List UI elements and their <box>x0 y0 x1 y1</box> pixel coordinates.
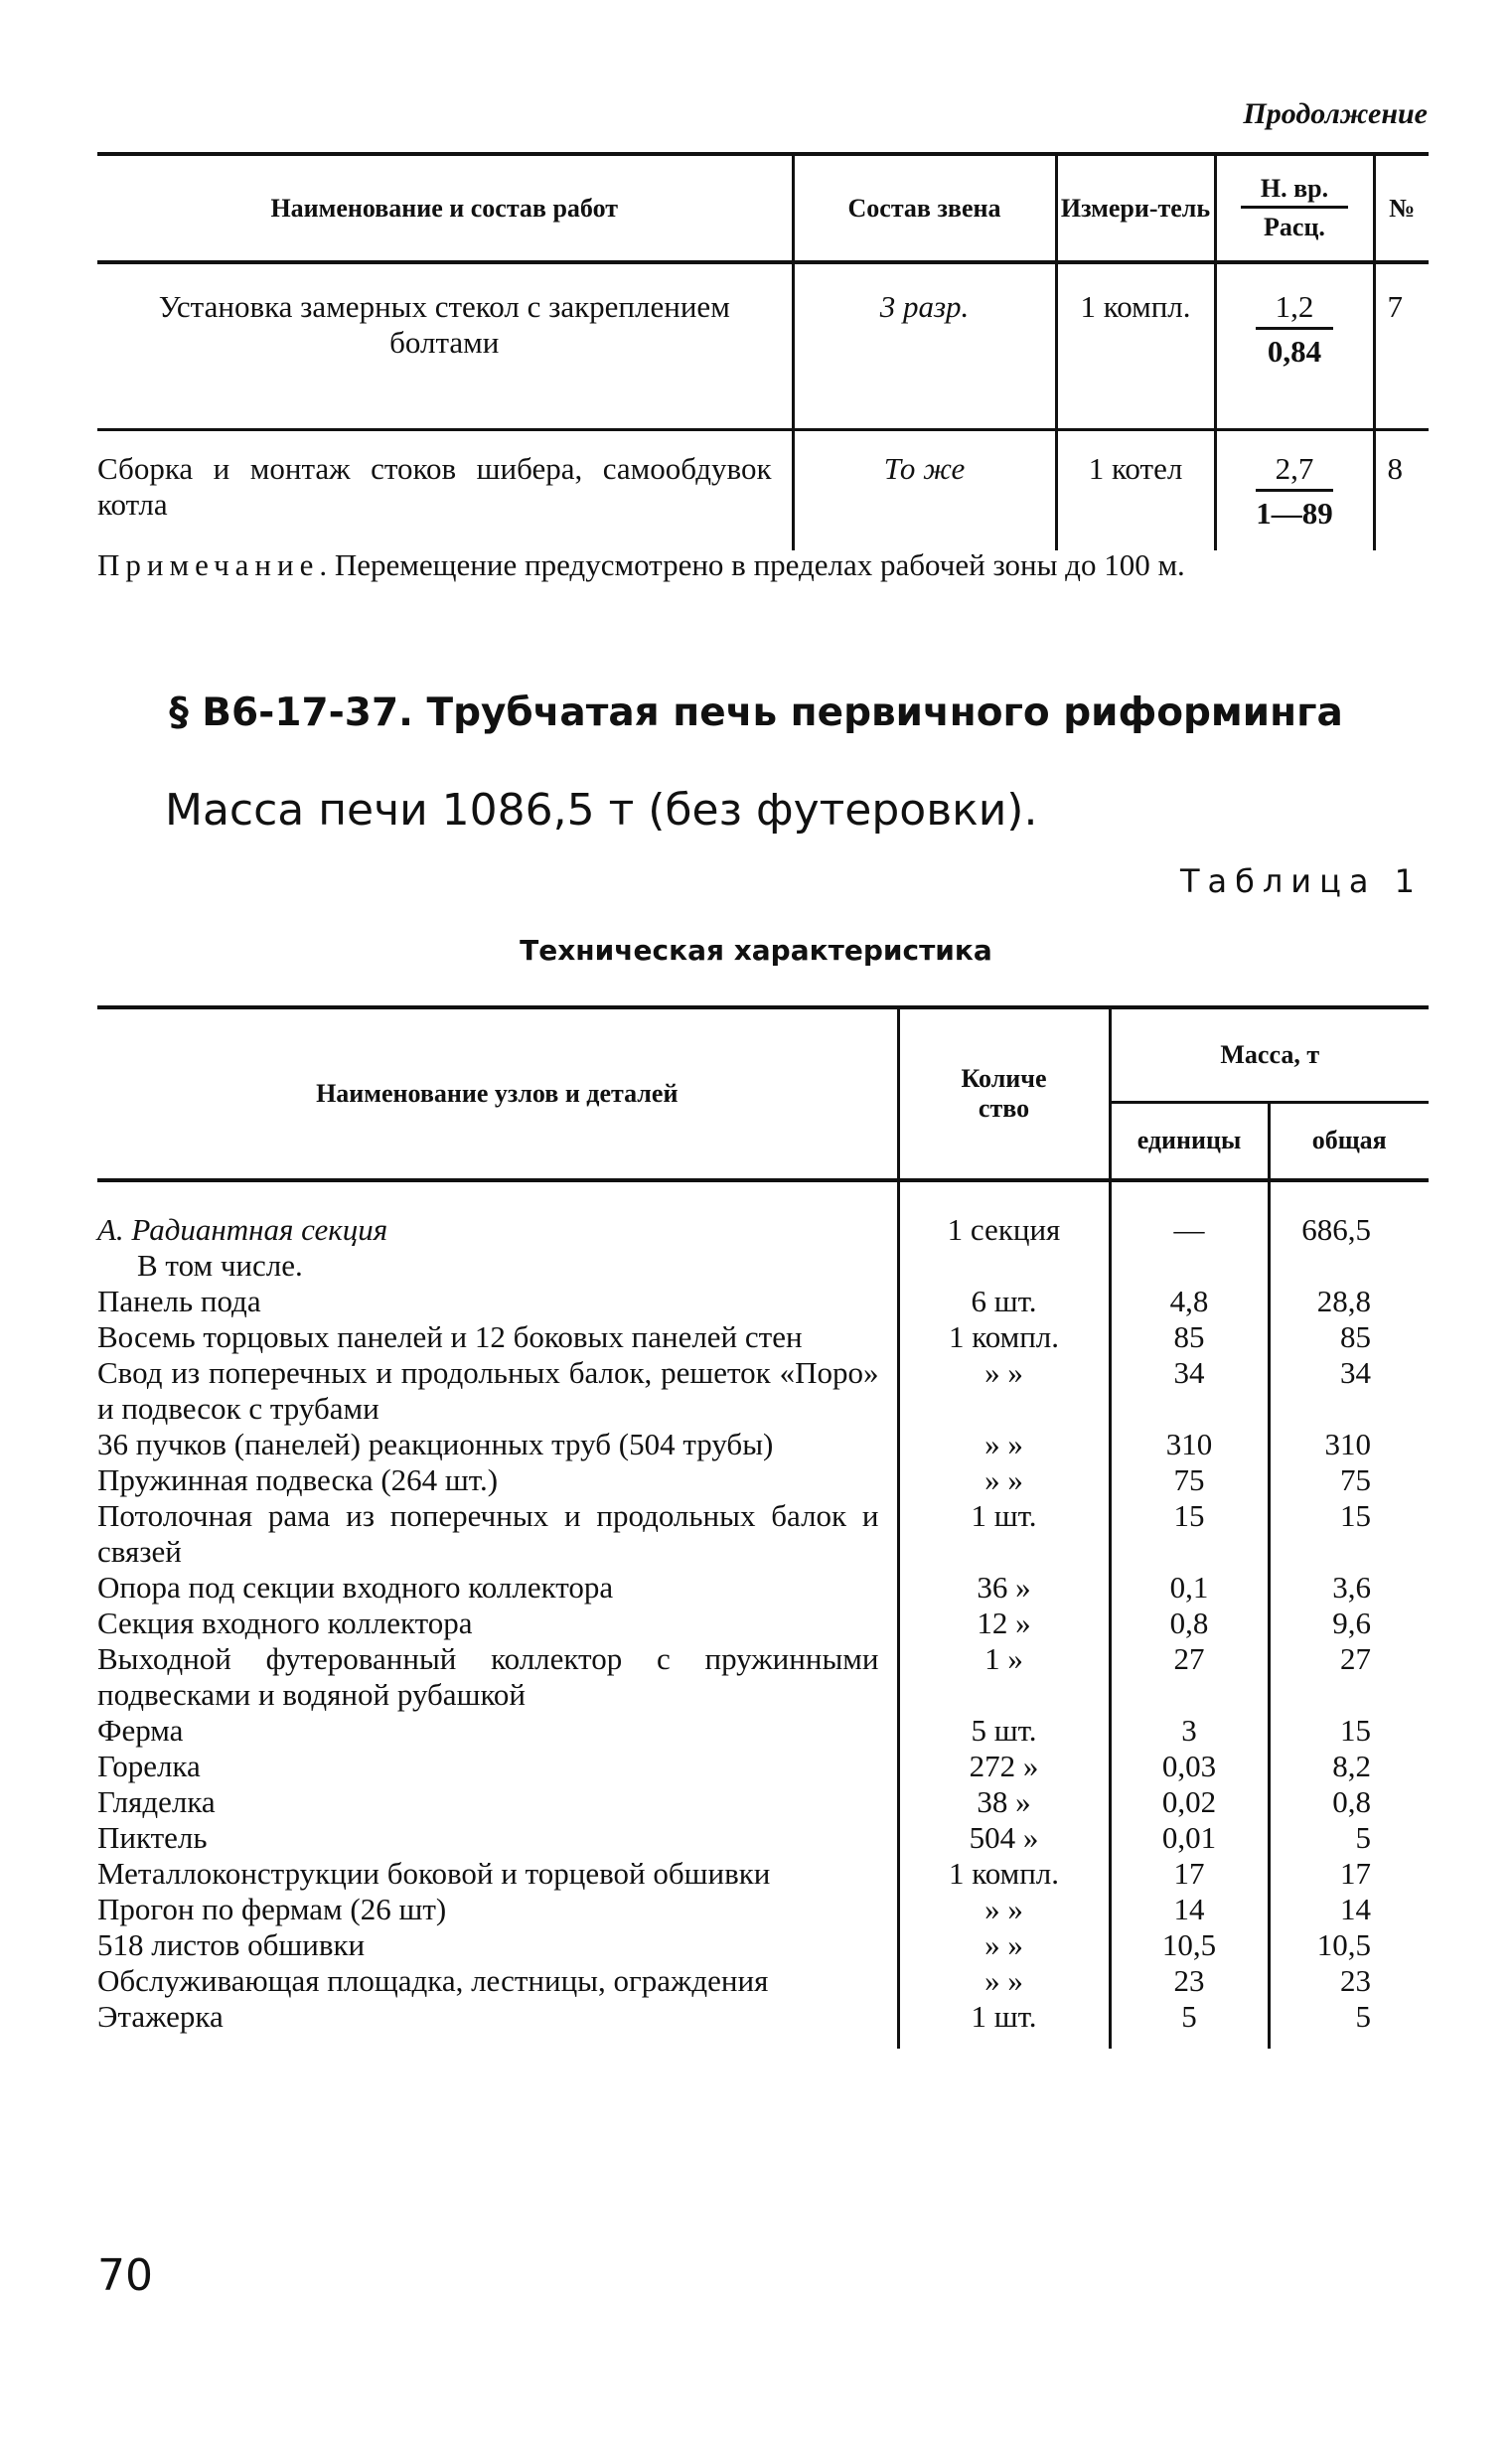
part-name: Пиктель <box>97 1820 208 1855</box>
quantity: » » <box>898 1427 1110 1462</box>
unit-mass: 0,8 <box>1110 1606 1269 1641</box>
unit-mass: 310 <box>1110 1427 1269 1462</box>
header-mass: Масса, т <box>1110 1007 1429 1102</box>
row-number: 7 <box>1374 262 1429 430</box>
part-name: Горелка <box>97 1749 201 1783</box>
unit-mass: 27 <box>1110 1641 1269 1713</box>
unit-mass: 23 <box>1110 1963 1269 1999</box>
header-norm-time: Н. вр. <box>1241 174 1348 209</box>
quantity: 5 шт. <box>898 1713 1110 1749</box>
total-mass: 75 <box>1269 1462 1429 1498</box>
table-row <box>97 1248 1429 1284</box>
total-mass: 27 <box>1269 1641 1429 1713</box>
part-name: Обслуживающая площадка, лестницы, ограждения <box>97 1963 769 1998</box>
table-row <box>97 1784 1429 1820</box>
unit-mass: 15 <box>1110 1498 1269 1570</box>
row-number: 8 <box>1374 431 1429 550</box>
table-row <box>97 1749 1429 1784</box>
table-row <box>97 1284 1429 1319</box>
unit-mass <box>1110 1248 1269 1284</box>
quantity: 272 » <box>898 1749 1110 1784</box>
unit-mass: 75 <box>1110 1462 1269 1498</box>
total-mass: 5 <box>1269 1820 1429 1856</box>
quantity: 504 » <box>898 1820 1110 1856</box>
norm-rate: 1—89 <box>1256 496 1333 531</box>
total-mass: 10,5 <box>1269 1927 1429 1963</box>
table-row <box>97 1606 1429 1641</box>
header-norm <box>1215 154 1374 262</box>
quantity: 36 » <box>898 1570 1110 1606</box>
part-name: А. Радиантная секция <box>97 1212 388 1247</box>
part-name: Этажерка <box>97 1999 224 2034</box>
unit: 1 компл. <box>1056 262 1215 430</box>
continuation-label: Продолжение <box>1243 97 1428 130</box>
part-name: Металлоконструкции боковой и торцевой обшивки <box>97 1856 771 1891</box>
table-row <box>97 431 1429 550</box>
table-header-row <box>97 1007 1429 1102</box>
unit: 1 котел <box>1056 431 1215 550</box>
header-work-name: Наименование и состав работ <box>97 154 793 262</box>
total-mass: 28,8 <box>1269 1284 1429 1319</box>
page-number: 70 <box>97 2250 153 2301</box>
total-mass: 17 <box>1269 1856 1429 1892</box>
table-row <box>97 1498 1429 1570</box>
norm-rate: 0,84 <box>1267 334 1322 369</box>
part-name: 518 листов обшивки <box>97 1927 366 1962</box>
quantity: » » <box>898 1963 1110 1999</box>
header-norm-rate: Расц. <box>1264 213 1325 241</box>
quantity: 6 шт. <box>898 1284 1110 1319</box>
part-name: 36 пучков (панелей) реакционных труб (504 трубы) <box>97 1427 774 1461</box>
table-row <box>97 262 1429 430</box>
norm-time: 2,7 <box>1256 451 1334 492</box>
part-name: В том числе. <box>137 1248 303 1283</box>
table-row <box>97 1999 1429 2049</box>
unit-mass: 10,5 <box>1110 1927 1269 1963</box>
total-mass: 23 <box>1269 1963 1429 1999</box>
table-row <box>97 1713 1429 1749</box>
quantity: » » <box>898 1892 1110 1927</box>
section-title: § В6-17-37. Трубчатая печь первичного риформинга <box>169 690 1343 735</box>
unit-mass: 0,1 <box>1110 1570 1269 1606</box>
total-mass: 5 <box>1269 1999 1429 2049</box>
unit-mass: 5 <box>1110 1999 1269 2049</box>
norm-time: 1,2 <box>1256 289 1334 330</box>
header-unit: Измери-тель <box>1056 154 1215 262</box>
table-row <box>97 1180 1429 1248</box>
quantity: » » <box>898 1927 1110 1963</box>
crew: То же <box>793 431 1056 550</box>
technical-specs-table <box>97 1005 1429 2049</box>
header-number: № <box>1374 154 1429 262</box>
total-mass: 3,6 <box>1269 1570 1429 1606</box>
quantity: 1 компл. <box>898 1319 1110 1355</box>
work-name: Сборка и монтаж стоков шибера, самообдувок котла <box>97 451 772 522</box>
part-name: Панель пода <box>97 1284 261 1318</box>
part-name: Выходной футерованный коллектор с пружинными подвесками и водяной рубашкой <box>97 1641 879 1712</box>
total-mass: 0,8 <box>1269 1784 1429 1820</box>
total-mass: 8,2 <box>1269 1749 1429 1784</box>
part-name: Прогон по фермам (26 шт) <box>97 1892 447 1926</box>
quantity: 1 секция <box>898 1180 1110 1248</box>
table-number: Таблица 1 <box>1179 862 1423 900</box>
total-mass <box>1269 1248 1429 1284</box>
quantity: 1 шт. <box>898 1498 1110 1570</box>
note <box>97 546 1429 584</box>
total-mass: 85 <box>1269 1319 1429 1355</box>
header-crew: Состав звена <box>793 154 1056 262</box>
unit-mass: 4,8 <box>1110 1284 1269 1319</box>
norm <box>1215 262 1374 430</box>
table-row <box>97 1927 1429 1963</box>
unit-mass: 34 <box>1110 1355 1269 1427</box>
part-name: Потолочная рама из поперечных и продольных балок и связей <box>97 1498 879 1569</box>
header-unit-mass: единицы <box>1110 1102 1269 1180</box>
unit-mass: 0,01 <box>1110 1820 1269 1856</box>
table-row <box>97 1820 1429 1856</box>
part-name: Секция входного коллектора <box>97 1606 473 1640</box>
total-mass: 9,6 <box>1269 1606 1429 1641</box>
unit-mass: 0,02 <box>1110 1784 1269 1820</box>
table-row <box>97 1355 1429 1427</box>
table-header-row <box>97 154 1429 262</box>
header-quantity: Количе ство <box>898 1007 1110 1180</box>
mass-text: Масса печи 1086,5 т (без футеровки). <box>165 785 1038 836</box>
table-row <box>97 1462 1429 1498</box>
work-norms-table <box>97 152 1429 550</box>
total-mass: 15 <box>1269 1713 1429 1749</box>
table-row <box>97 1963 1429 1999</box>
total-mass: 14 <box>1269 1892 1429 1927</box>
unit-mass: 0,03 <box>1110 1749 1269 1784</box>
quantity: 1 » <box>898 1641 1110 1713</box>
quantity <box>898 1248 1110 1284</box>
table-row <box>97 1641 1429 1713</box>
quantity: 38 » <box>898 1784 1110 1820</box>
unit-mass: 3 <box>1110 1713 1269 1749</box>
quantity: 1 компл. <box>898 1856 1110 1892</box>
unit-mass: 17 <box>1110 1856 1269 1892</box>
table-caption: Техническая характеристика <box>520 934 992 967</box>
header-part-name: Наименование узлов и деталей <box>97 1007 898 1180</box>
table-row <box>97 1319 1429 1355</box>
header-total-mass: общая <box>1269 1102 1429 1180</box>
table-row <box>97 1856 1429 1892</box>
total-mass: 15 <box>1269 1498 1429 1570</box>
table-row <box>97 1427 1429 1462</box>
note-label: Примечание <box>97 547 320 582</box>
work-name: Установка замерных стекол с закреплением болтами <box>158 289 730 360</box>
total-mass: 34 <box>1269 1355 1429 1427</box>
quantity: 12 » <box>898 1606 1110 1641</box>
part-name: Восемь торцовых панелей и 12 боковых панелей стен <box>97 1319 803 1354</box>
crew: 3 разр. <box>793 262 1056 430</box>
table-row <box>97 1570 1429 1606</box>
part-name: Опора под секции входного коллектора <box>97 1570 614 1605</box>
part-name: Ферма <box>97 1713 184 1748</box>
unit-mass: 85 <box>1110 1319 1269 1355</box>
unit-mass: — <box>1110 1180 1269 1248</box>
note-text: . Перемещение предусмотрено в пределах рабочей зоны до 100 м. <box>319 547 1185 582</box>
quantity: 1 шт. <box>898 1999 1110 2049</box>
quantity: » » <box>898 1355 1110 1427</box>
total-mass: 686,5 <box>1269 1180 1429 1248</box>
total-mass: 310 <box>1269 1427 1429 1462</box>
table-row <box>97 1892 1429 1927</box>
part-name: Свод из поперечных и продольных балок, решеток «Поро» и подвесок с трубами <box>97 1355 879 1426</box>
part-name: Пружинная подвеска (264 шт.) <box>97 1462 499 1497</box>
quantity: » » <box>898 1462 1110 1498</box>
part-name: Гляделка <box>97 1784 216 1819</box>
norm <box>1215 431 1374 550</box>
unit-mass: 14 <box>1110 1892 1269 1927</box>
